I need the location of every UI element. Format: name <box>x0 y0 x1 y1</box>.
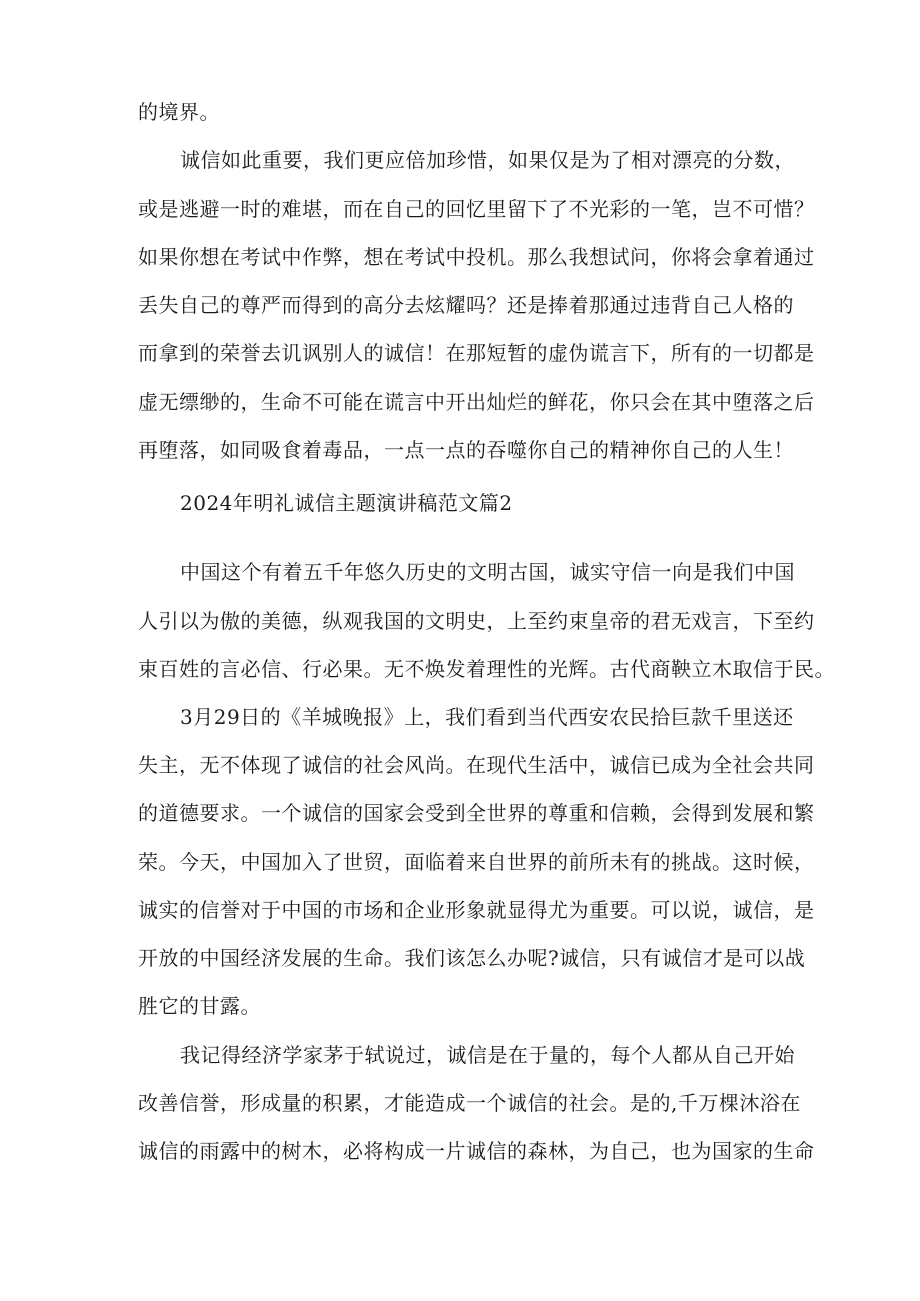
paragraph-start-line: 中国这个有着五千年悠久历史的文明古国，诚实守信一向是我们中国 <box>180 560 795 584</box>
text-line: 人引以为傲的美德，纵观我国的文明史，上至约束皇帝的君无戏言，下至约 <box>138 609 815 633</box>
text-line: 而拿到的荣誉去讥讽别人的诚信！在那短暂的虚伪谎言下，所有的一切都是 <box>138 341 815 365</box>
text-line: 如果你想在考试中作弊，想在考试中投机。那么我想试问，你将会拿着通过 <box>138 245 815 269</box>
section-heading: 2024年明礼诚信主题演讲稿范文篇2 <box>180 491 513 515</box>
text-line: 束百姓的言必信、行必果。无不焕发着理性的光辉。古代商鞅立木取信于民。 <box>138 657 835 681</box>
text-line: 开放的中国经济发展的生命。我们该怎么办呢?诚信，只有诚信才是可以战 <box>138 946 806 970</box>
text-line: 诚信的雨露中的树木，必将构成一片诚信的森林，为自己，也为国家的生命 <box>138 1139 815 1163</box>
paragraph-start-line: 诚信如此重要，我们更应倍加珍惜，如果仅是为了相对漂亮的分数， <box>180 148 795 172</box>
text-line: 虚无缥缈的，生命不可能在谎言中开出灿烂的鲜花，你只会在其中堕落之后 <box>138 390 815 414</box>
text-line: 或是逃避一时的难堪，而在自己的回忆里留下了不光彩的一笔，岂不可惜？ <box>138 197 815 221</box>
text-line: 的道德要求。一个诚信的国家会受到全世界的尊重和信赖，会得到发展和繁 <box>138 801 815 825</box>
paragraph-start-line: 我记得经济学家茅于轼说过，诚信是在于量的，每个人都从自己开始 <box>180 1043 795 1067</box>
text-line: 胜它的甘露。 <box>138 994 261 1018</box>
text-line: 改善信誉，形成量的积累，才能造成一个诚信的社会。是的,千万棵沐浴在 <box>138 1091 801 1115</box>
text-line: 丢失自己的尊严而得到的高分去炫耀吗？还是捧着那通过违背自己人格的 <box>138 293 794 317</box>
text-line: 失主，无不体现了诚信的社会风尚。在现代生活中，诚信已成为全社会共同 <box>138 753 815 777</box>
text-line: 再堕落，如同吸食着毒品，一点一点的吞噬你自己的精神你自己的人生！ <box>138 438 794 462</box>
text-line: 的境界。 <box>138 100 220 124</box>
paragraph-start-line: 3月29日的《羊城晚报》上，我们看到当代西安农民拾巨款千里送还 <box>180 705 794 729</box>
text-line: 诚实的信誉对于中国的市场和企业形象就显得尤为重要。可以说，诚信，是 <box>138 898 815 922</box>
text-line: 荣。今天，中国加入了世贸，面临着来自世界的前所未有的挑战。这时候， <box>138 850 815 874</box>
